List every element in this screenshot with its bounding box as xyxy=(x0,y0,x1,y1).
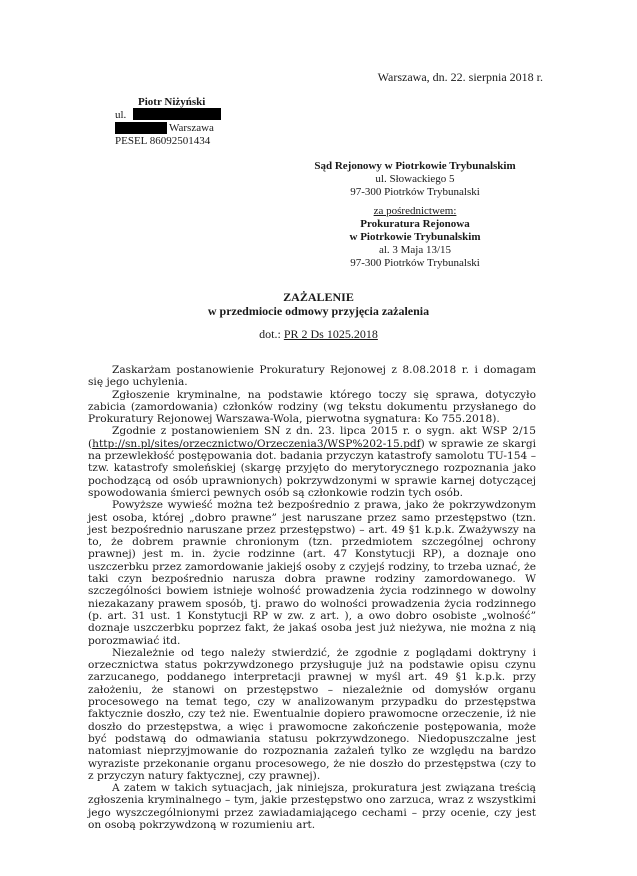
document-title: ZAŻALENIE xyxy=(283,290,354,304)
prosecutor-city: 97-300 Piotrków Trybunalski xyxy=(350,257,480,269)
court-city: 97-300 Piotrków Trybunalski xyxy=(350,186,480,198)
paragraph-5: Niezależnie od tego należy stwierdzić, że zgodnie z poglądami doktryny i orzecznictwa status pokrzywdzonego przysługuje już na podstawie opisu czynu zarzucanego, poddanego interpretacji prawnej w myśl art. 49 §1 k.p.k. przy założeniu, że stanowi on przestępstwo – niezależnie od domysłów organu procesowego na temat tego, czy w analizowanym przypadku do przestępstwa faktycznie doszło, czy też nie. Ewentualnie dopiero prawomocne orzeczenie, iż nie doszło do przestępstwa, a więc i prawomocne zakończenie postępowania, może być podstawą do odmawiania statusu pokrzywdzonego. Niedopuszczalne jest natomiast nieprzyjmowanie do rozpoznania zażaleń tylko ze względu na bardzo wyraziste przekonanie organu procesowego, że nie doszło do przestępstwa (czy to z przyczyn natury faktycznej, czy prawnej). xyxy=(88,646,536,782)
sender-pesel: PESEL 86092501434 xyxy=(115,135,211,147)
document-title-block xyxy=(0,290,637,318)
sn-ruling-link[interactable]: http://sn.pl/sites/orzecznictwo/Orzeczenia3/WSP%202-15.pdf xyxy=(92,437,421,450)
recipient-block xyxy=(260,160,570,270)
paragraph-3-text-end: ) w sprawie ze skargi na przewlekłość postępowania dot. badania przyczyn katastrofy samolotu TU-154 – tzw. katastrofy smoleńskiej (skargę przyjęto do merytorycznego rozpoznania jako pochodzącą od osób uprawnionych) pokrzywdzonymi w sprawie karnej dotyczącej spowodowania śmierci pewnych osób są członkowie rodzin tych osób. xyxy=(88,437,536,499)
case-reference xyxy=(0,327,637,342)
sender-street xyxy=(115,109,126,122)
prosecutor-street: al. 3 Maja 13/15 xyxy=(378,244,452,256)
court-name: Sąd Rejonowy w Piotrkowie Trybunalskim xyxy=(314,160,516,172)
via-label: za pośrednictwem: xyxy=(373,205,457,217)
paragraph-6: A zatem w takich sytuacjach, jak niniejsza, prokuratura jest związana treścią zgłoszenia kryminalnego – tym, jakie przestępstwo ono zarzuca, wraz z wszystkimi jego wyszczególnionymi przez zawiadamiającego cechami – przy ocenie, czy jest on osobą pokrzywdzoną w rozumieniu art. xyxy=(88,782,536,831)
paragraph-3-text-start: Zgodnie z postanowieniem SN z dn. 23. lipca 2015 r. o sygn. akt WSP 2/15 ( xyxy=(88,425,536,450)
redaction-postcode xyxy=(115,122,167,134)
paragraph-2: Zgłoszenie kryminalne, na podstawie którego toczy się sprawa, dotyczyło zabicia (zamordowania) członków rodziny (wg tekstu dokumentu przysłanego do Prokuratury Rejonowej Warszawa-Wola, pierwotna sygnatura: Ko 755.2018). xyxy=(88,388,536,426)
prosecutor-name: Prokuratura Rejonowa xyxy=(360,218,470,230)
reference-number: PR 2 Ds 1025.2018 xyxy=(283,327,378,341)
sender-city-line xyxy=(115,122,214,135)
paragraph-1: Zaskarżam postanowienie Prokuratury Rejonowej z 8.08.2018 r. i domagam się jego uchylenia. xyxy=(88,364,536,389)
sender-city: Warszawa xyxy=(169,122,214,134)
reference-prefix: dot.: xyxy=(259,327,281,341)
redaction-street xyxy=(133,108,221,120)
court-street: ul. Słowackiego 5 xyxy=(375,173,455,185)
sender-street-prefix: ul. xyxy=(115,109,127,121)
date-line: Warszawa, dn. 22. sierpnia 2018 r. xyxy=(377,70,543,84)
sender-name: Piotr Niżyński xyxy=(138,96,206,108)
prosecutor-location: w Piotrkowie Trybunalskim xyxy=(349,231,481,243)
paragraph-4: Powyższe wywieść można też bezpośrednio z prawa, jako że pokrzywdzonym jest osoba, której „dobro prawne” jest naruszane przez samo przestępstwo (tzn. jest bezpośrednio naruszane przez przestępstwo) – art. 49 §1 k.p.k. Zważywszy na to, że dobrem prawnie chronionym (tzn. przedmiotem szczególnej ochrony prawnej) jest m. in. życie rodzinne (art. 47 Konstytucji RP), a doznaje ono uszczerbku przez zamordowanie jakiejś osoby z czyjejś rodziny, to trzeba uznać, że taki czyn bezpośrednio narusza dobra prawne rodziny zamordowanego. W szczególności bowiem istnieje wolność prowadzenia życia rodzinnego w dowolny niezakazany prawem sposób, tj. prawo do wolności prowadzenia życia rodzinnego (p. art. 31 ust. 1 Konstytucji RP w zw. z art. ), a owo dobro osobiste „wolność” doznaje uszczerbku poprzez fakt, że jakaś osoba jest już nieżywa, nie można z nią porozmawiać itd. xyxy=(88,499,536,647)
letter-body xyxy=(88,364,536,831)
paragraph-3 xyxy=(88,425,536,499)
document-subtitle: w przedmiocie odmowy przyjęcia zażalenia xyxy=(207,304,430,318)
